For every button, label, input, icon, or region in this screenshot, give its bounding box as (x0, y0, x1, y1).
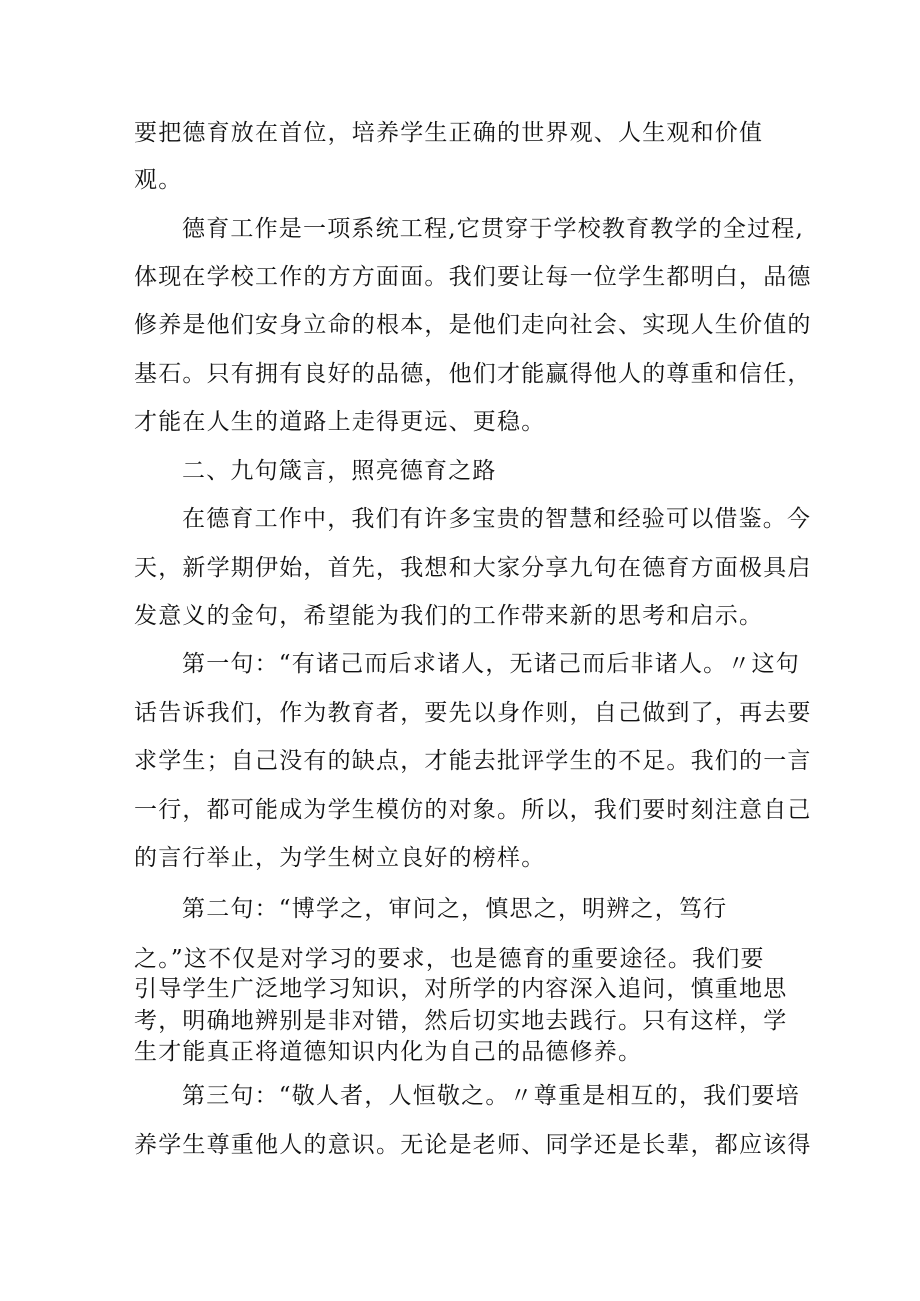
text-line: 要把德育放在首位，培养学生正确的世界观、人生观和价值 (134, 120, 764, 146)
text-line: 引导学生广泛地学习知识，对所学的内容深入追问，慎重地思 (134, 976, 788, 1002)
text-line: 之。”这不仅是对学习的要求，也是德育的重要途径。我们要 (134, 946, 765, 972)
paragraph-start-line: 德育工作是一项系统工程,它贯穿于学校教育教学的全过程, (182, 216, 805, 242)
text-line: 一行，都可能成为学生模仿的对象。所以，我们要时刻注意自己 (134, 797, 812, 823)
paragraph-start-line: 在德育工作中，我们有许多宝贵的智慧和经验可以借鉴。今 (182, 506, 812, 532)
text-line: 考，明确地辨别是非对错，然后切实地去践行。只有这样，学 (134, 1008, 788, 1034)
text-line: 的言行举止，为学生树立良好的榜样。 (134, 845, 546, 871)
text-line: 修养是他们安身立命的根本，是他们走向社会、实现人生价值的 (134, 312, 812, 338)
paragraph-start-line: 第一句：“有诸己而后求诸人，无诸己而后非诸人。〃这句 (182, 651, 800, 677)
text-line: 观。 (134, 167, 183, 193)
text-line: 话告诉我们，作为教育者，要先以身作则，自己做到了，再去要 (134, 700, 812, 726)
text-line: 养学生尊重他人的意识。无论是老师、同学还是长辈，都应该得 (134, 1132, 812, 1158)
text-line: 求学生；自己没有的缺点，才能去批评学生的不足。我们的一言 (134, 748, 812, 774)
text-line: 生才能真正将道德知识内化为自己的品德修养。 (134, 1039, 643, 1065)
paragraph-start-line: 第二句：“博学之，审问之，慎思之，明辨之，笃行 (182, 896, 728, 922)
text-line: 基石。只有拥有良好的品德，他们才能赢得他人的尊重和信任， (134, 361, 812, 387)
paragraph-start-line: 第三句：“敬人者，人恒敬之。〃尊重是相互的，我们要培 (182, 1083, 800, 1109)
section-heading: 二、九句箴言，照亮德育之路 (182, 458, 497, 484)
text-line: 体现在学校工作的方方面面。我们要让每一位学生都明白，品德 (134, 264, 812, 290)
text-line: 才能在人生的道路上走得更远、更稳。 (134, 409, 546, 435)
text-line: 天，新学期伊始，首先，我想和大家分享九句在德育方面极具启 (134, 555, 812, 581)
text-line: 发意义的金句，希望能为我们的工作带来新的思考和启示。 (134, 603, 764, 629)
